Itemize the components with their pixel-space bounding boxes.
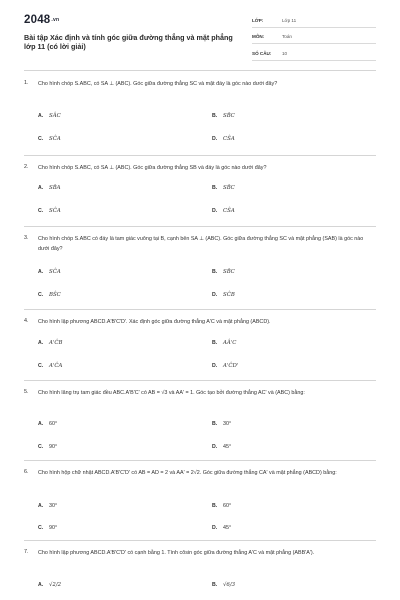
option-letter: D. bbox=[212, 363, 218, 369]
option-value: 45° bbox=[223, 444, 232, 450]
question-text: Cho hình chóp S.ABC, có SA ⊥ (ABC). Góc giữa đường thẳng SC và mặt đáy là góc nào dưới đây? bbox=[38, 81, 278, 87]
option-d[interactable] bbox=[212, 290, 235, 300]
option-value: SĈA bbox=[49, 136, 61, 142]
document-title: Bài tập Xác định và tính góc giữa đường thẳng và mặt phẳng lớp 11 (có lời giải) bbox=[24, 33, 233, 51]
option-letter: B. bbox=[212, 582, 218, 588]
option-b[interactable] bbox=[212, 267, 235, 277]
question-text: Cho hình chóp S.ABC có đáy là tam giác vuông tại B, cạnh bên SA ⊥ (ABC). Góc giữa đường thẳng SC và mặt phẳng (SAB) là góc nào dưới đây? bbox=[38, 236, 364, 252]
option-letter: B. bbox=[212, 113, 218, 119]
question-number: 5. bbox=[24, 389, 29, 395]
option-value: CŜA bbox=[223, 208, 235, 214]
option-c[interactable] bbox=[38, 361, 62, 371]
option-letter: A. bbox=[38, 340, 44, 346]
option-letter: B. bbox=[212, 421, 218, 427]
option-letter: C. bbox=[38, 363, 44, 369]
option-b[interactable] bbox=[212, 338, 236, 348]
question-divider bbox=[24, 380, 376, 381]
option-d[interactable] bbox=[212, 134, 235, 144]
meta-row-count bbox=[252, 47, 376, 61]
question-number: 2. bbox=[24, 164, 29, 170]
meta-value: Toán bbox=[282, 34, 292, 40]
question-2 bbox=[24, 164, 376, 234]
option-a[interactable] bbox=[38, 267, 61, 277]
question-text: Cho hình hộp chữ nhật ABCD.A'B'C'D' có AB = AD = 2 và AA' = 2√2. Góc giữa đường thẳng CA' và mặt phẳng (ABCD) bằng: bbox=[38, 470, 337, 476]
option-value: CŜA bbox=[223, 136, 235, 142]
option-value: A'ĈA bbox=[49, 363, 63, 369]
document-header bbox=[0, 0, 400, 64]
option-letter: C. bbox=[38, 136, 44, 142]
meta-value: 10 bbox=[282, 50, 288, 56]
question-6 bbox=[24, 469, 376, 543]
option-a[interactable] bbox=[38, 111, 61, 121]
question-3 bbox=[24, 235, 376, 315]
question-divider bbox=[24, 540, 376, 541]
option-value: √6/3 bbox=[223, 582, 236, 588]
option-letter: A. bbox=[38, 582, 44, 588]
question-divider bbox=[24, 155, 376, 156]
option-letter: B. bbox=[212, 269, 218, 275]
option-value: √2/2 bbox=[49, 582, 62, 588]
meta-row-class bbox=[252, 14, 376, 28]
question-number: 1. bbox=[24, 80, 29, 86]
option-c[interactable] bbox=[38, 134, 61, 144]
option-value: AÂ'C bbox=[223, 340, 237, 346]
option-value: BŜC bbox=[49, 292, 61, 298]
option-letter: A. bbox=[38, 269, 44, 275]
question-text: Cho hình lập phương ABCD.A'B'C'D' có cạnh bằng 1. Tính côsin góc giữa đường thẳng A'C và mặt phẳng (ABB'A'). bbox=[38, 550, 315, 556]
option-value: 30° bbox=[223, 421, 232, 427]
logo-text: 2048 bbox=[24, 14, 51, 26]
option-letter: A. bbox=[38, 113, 44, 119]
question-number: 4. bbox=[24, 318, 29, 324]
option-letter: D. bbox=[212, 292, 218, 298]
question-text: Cho hình chóp S.ABC, có SA ⊥ (ABC). Góc giữa đường thẳng SB và đáy là góc nào dưới đây? bbox=[38, 165, 267, 171]
option-b[interactable] bbox=[212, 419, 231, 429]
meta-label: SỐ CÂU: bbox=[252, 50, 272, 56]
option-d[interactable] bbox=[212, 361, 238, 371]
option-value: 30° bbox=[49, 503, 58, 509]
option-value: 90° bbox=[49, 525, 58, 531]
option-letter: C. bbox=[38, 525, 44, 531]
option-value: SB̂A bbox=[49, 185, 61, 191]
option-value: 90° bbox=[49, 444, 58, 450]
option-a[interactable] bbox=[38, 183, 61, 193]
option-value: SĈB bbox=[223, 292, 235, 298]
option-value: 45° bbox=[223, 525, 232, 531]
option-letter: B. bbox=[212, 340, 218, 346]
option-value: SB̂C bbox=[223, 185, 235, 191]
option-a[interactable] bbox=[38, 338, 62, 348]
meta-label: LỚP: bbox=[252, 17, 264, 23]
option-letter: C. bbox=[38, 292, 44, 298]
option-letter: A. bbox=[38, 421, 44, 427]
question-divider bbox=[24, 226, 376, 227]
option-value: A'ĈD' bbox=[223, 363, 239, 369]
question-divider bbox=[24, 460, 376, 461]
option-letter: C. bbox=[38, 444, 44, 450]
option-value: SB̂C bbox=[223, 113, 235, 119]
section-divider bbox=[24, 70, 376, 71]
question-number: 3. bbox=[24, 235, 29, 241]
question-5 bbox=[24, 389, 376, 463]
option-b[interactable] bbox=[212, 183, 235, 193]
question-text: Cho hình lăng trụ tam giác đều ABC.A'B'C' có AB = √3 và AA' = 1. Góc tạo bởi đường thẳng AC' và (ABC) bằng: bbox=[38, 390, 305, 396]
meta-label: MÔN: bbox=[252, 34, 265, 40]
option-letter: D. bbox=[212, 444, 218, 450]
document-meta bbox=[252, 14, 376, 64]
option-b[interactable] bbox=[212, 501, 231, 511]
option-value: A'ĈB bbox=[49, 340, 63, 346]
question-text: Cho hình lập phương ABCD.A'B'C'D'. Xác định góc giữa đường thẳng A'C và mặt phẳng (ABCD). bbox=[38, 319, 271, 325]
option-letter: B. bbox=[212, 185, 218, 191]
option-value: 60° bbox=[223, 503, 232, 509]
option-a[interactable] bbox=[38, 501, 57, 511]
option-value: SĈA bbox=[49, 208, 61, 214]
question-number: 7. bbox=[24, 549, 29, 555]
option-b[interactable] bbox=[212, 580, 235, 590]
option-c[interactable] bbox=[38, 290, 61, 300]
option-a[interactable] bbox=[38, 580, 61, 590]
option-d[interactable] bbox=[212, 523, 231, 533]
option-letter: B. bbox=[212, 503, 218, 509]
question-divider bbox=[24, 309, 376, 310]
option-d[interactable] bbox=[212, 442, 231, 452]
option-d[interactable] bbox=[212, 206, 235, 216]
option-value: SÂC bbox=[49, 113, 61, 119]
option-c[interactable] bbox=[38, 206, 61, 216]
option-letter: C. bbox=[38, 208, 44, 214]
site-logo[interactable] bbox=[24, 14, 59, 26]
option-letter: D. bbox=[212, 136, 218, 142]
option-value: SĈA bbox=[49, 269, 61, 275]
question-1 bbox=[24, 80, 376, 160]
option-letter: A. bbox=[38, 503, 44, 509]
logo-suffix: .vn bbox=[51, 16, 60, 23]
option-value: 60° bbox=[49, 421, 58, 427]
option-c[interactable] bbox=[38, 442, 57, 452]
option-c[interactable] bbox=[38, 523, 57, 533]
question-4 bbox=[24, 318, 376, 386]
meta-row-subject bbox=[252, 31, 376, 45]
option-letter: D. bbox=[212, 208, 218, 214]
meta-value: Lớp 11 bbox=[282, 17, 297, 23]
option-letter: D. bbox=[212, 525, 218, 531]
option-a[interactable] bbox=[38, 419, 57, 429]
option-letter: A. bbox=[38, 185, 44, 191]
option-value: SB̂C bbox=[223, 269, 235, 275]
option-b[interactable] bbox=[212, 111, 235, 121]
question-7 bbox=[24, 549, 376, 599]
question-number: 6. bbox=[24, 469, 29, 475]
